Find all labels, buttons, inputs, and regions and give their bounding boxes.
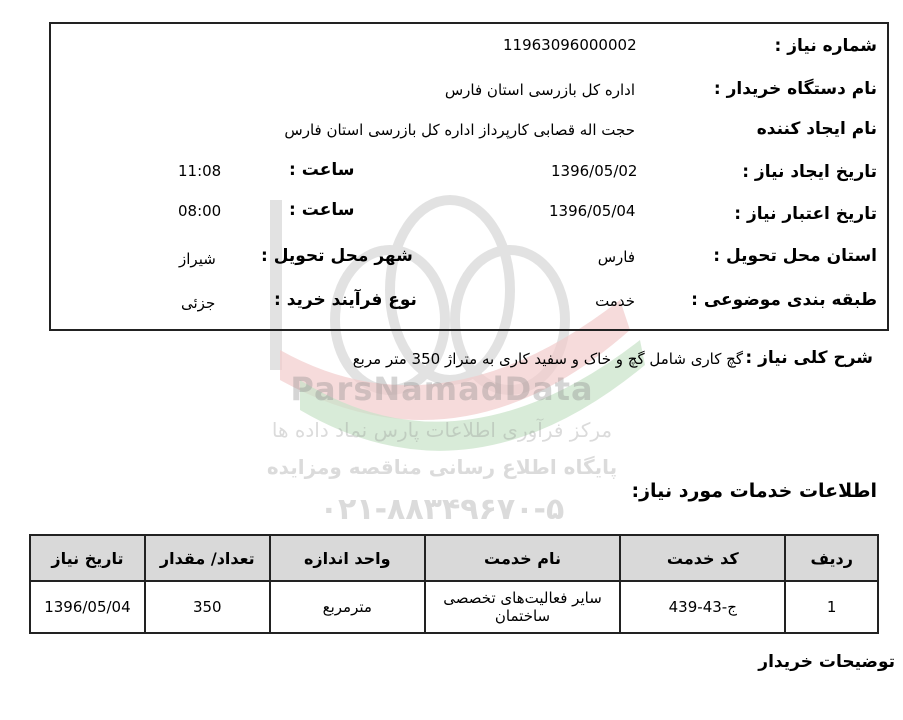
cell-service-code: ج-43-439 <box>620 581 785 633</box>
validity-time-value: 08:00 <box>178 202 222 220</box>
cell-quantity: 350 <box>145 581 270 633</box>
created-date-row <box>51 162 887 192</box>
col-quantity: تعداد/ مقدار <box>145 535 270 581</box>
validity-date-row <box>51 200 887 234</box>
delivery-province-value: فارس <box>597 248 635 266</box>
validity-date-value: 1396/05/04 <box>549 202 636 220</box>
validity-time-label: ساعت : <box>289 200 355 220</box>
creator-label: نام ایجاد کننده <box>756 119 877 139</box>
col-service-name: نام خدمت <box>425 535 620 581</box>
table-header-row <box>30 535 878 581</box>
description-label: شرح کلی نیاز : <box>745 348 873 368</box>
validity-date-label: تاریخ اعتبار نیاز : <box>734 204 877 224</box>
delivery-city-label: شهر محل تحویل : <box>261 246 413 266</box>
delivery-city-value: شیراز <box>179 250 216 268</box>
watermark-line1: مرکز فرآوری اطلاعات پارس نماد داده ها <box>271 418 613 442</box>
services-section-title: اطلاعات خدمات مورد نیاز: <box>631 480 877 502</box>
delivery-province-label: استان محل تحویل : <box>713 246 877 266</box>
category-value: خدمت <box>595 292 635 310</box>
created-time-value: 11:08 <box>178 162 222 180</box>
cell-service-name: سایر فعالیت‌های تخصصی ساختمان <box>425 581 620 633</box>
cell-need-date: 1396/05/04 <box>30 581 145 633</box>
need-number-value: 11963096000002 <box>503 36 637 54</box>
cell-unit: مترمربع <box>270 581 425 633</box>
table-row <box>30 581 878 633</box>
created-time-label: ساعت : <box>289 160 355 180</box>
created-date-label: تاریخ ایجاد نیاز : <box>742 162 877 182</box>
services-table <box>29 534 879 634</box>
watermark-brand: ParsNamadData <box>290 370 594 408</box>
buyer-notes-label: توضیحات خریدار <box>758 652 895 672</box>
delivery-row <box>51 246 887 276</box>
cell-row-number: 1 <box>785 581 878 633</box>
buyer-org-row <box>51 79 887 109</box>
col-need-date: تاریخ نیاز <box>30 535 145 581</box>
creator-row <box>51 119 887 149</box>
creator-value: حجت اله قصابی کارپرداز اداره کل بازرسی استان فارس <box>284 121 635 139</box>
col-row-number: ردیف <box>785 535 878 581</box>
category-row <box>51 290 887 320</box>
created-date-value: 1396/05/02 <box>551 162 638 180</box>
col-service-code: کد خدمت <box>620 535 785 581</box>
need-info-box <box>49 22 889 331</box>
need-number-label: شماره نیاز : <box>774 36 877 56</box>
purchase-process-value: جزئی <box>181 294 216 312</box>
purchase-process-label: نوع فرآیند خرید : <box>274 290 417 310</box>
buyer-org-value: اداره کل بازرسی استان فارس <box>444 81 635 99</box>
buyer-org-label: نام دستگاه خریدار : <box>713 79 877 99</box>
watermark-phone: ۰۲۱-۸۸۳۴۹۶۷۰-۵ <box>319 492 565 527</box>
watermark-line2: پایگاه اطلاع رسانی مناقصه ومزایده <box>266 455 618 479</box>
category-label: طبقه بندی موضوعی : <box>691 290 877 310</box>
need-number-row <box>51 36 887 66</box>
description-value: گچ کاری شامل گچ و خاک و سفید کاری به متراژ 350 متر مربع <box>352 350 743 368</box>
col-unit: واحد اندازه <box>270 535 425 581</box>
